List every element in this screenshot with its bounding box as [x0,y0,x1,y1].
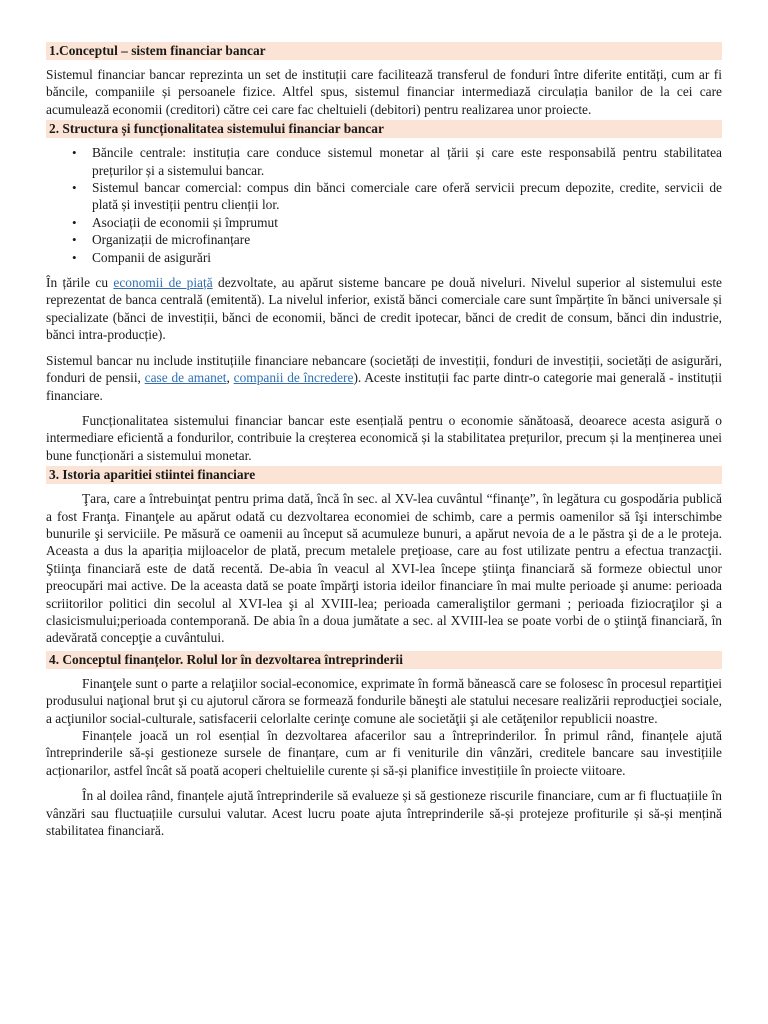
section-4-paragraph-risks: În al doilea rând, finanțele ajută întreprinderile să evalueze și să gestioneze riscurile financiare, cum ar fi fluctuațiile în vânzări sau fluctuațiile cursului valutar. Acest lucru poate ajuta întreprinderile să-și protejeze profiturile și să-și mențină stabilitatea financiară. [46,788,722,839]
section-2-paragraph-levels [46,274,722,344]
text-span: Sistemul bancar nu include instituțiile financiare nebancare (societăți de investiții, fonduri de investiții, societăți de asigurări, fonduri de pensii, [46,352,722,386]
bullet-item-insurance: • Companii de asigurări [92,249,722,266]
section-2-paragraph-functionality: Funcționalitatea sistemului financiar bancar este esențială pentru o economie sănătoasă, deoarece acesta asigură o intermediare eficientă a fondurilor, contribuie la creșterea economică și la stabilitatea prețurilor, precum și la menținerea unei bune funcționări a sistemului monetar. [46,412,722,463]
section-1-heading: 1.Conceptul – sistem financiar bancar [46,42,722,60]
text-span: dezvoltate, au apărut sisteme bancare pe două niveluri. Nivelul superior al sistemului este reprezentat de banca centrală (emitentă). La nivelul inferior, există bănci comerciale care sunt împărțite în bănci universale și specializate (bănci de investiții, bănci de economii, bănci de credit ipotecar, bănci de credit de consum, bănci din industrie, bănci intra-producție). [46,275,723,343]
structure-bullet-list [46,144,722,266]
text-span: În țările cu [46,275,114,291]
market-economies-link[interactable]: economii de piață [113,275,213,291]
text-span: , [226,370,234,386]
bullet-item-commercial-banking: • Sistemul bancar comercial: compus din bănci comerciale care oferă servicii precum depozite, credite, servicii de plată și investiții pentru clienții lor. [92,179,722,214]
section-3-heading: 3. Istoria aparitiei stiintei financiare [46,466,722,484]
section-3-paragraph: Ţara, care a întrebuinţat pentru prima dată, încă în sec. al XV-lea cuvântul “finanţe”, în legătura cu gospodăria publică a fost Franţa. Finanţele au apărut odată cu dezvoltarea economiei de schimb, care a permis oamenilor să îşi interschimbe bunurile şi serviciile. Pe măsură ce oamenii au început să acumuleze bunuri, a apărut nevoia de a le păstra şi de a le proteja. Aceasta a dus la apariția mijloacelor de plată, precum metalele preţioase, care au fost utilizate pentru a efectua tranzacţii. Ştiinţa financiară este de dată recentă. De-abia în veacul al XVI-lea începe ştiinţa financiară să formeze obiectul unor preocupări mai active. De la aceasta dată se poate împărţi istoria ideilor financiare în mai multe perioade şi anume: perioada scriitorilor politici din secolul al XVI-lea şi al XVIII-lea; perioada cameraliştilor germani ; perioada fiziocraţilor şi a clasicismului;perioada contemporană. De abia în a doua jumătate a sec. al XVIII-lea se poate vorbi de o ştiinţă financiară, în adevărată concepţie a cuvântului. [46,491,722,646]
section-4-paragraph-definition: Finanţele sunt o parte a relaţiilor social-economice, exprimate în formă bănească care se folosesc în procesul repartiţiei produsului naţional brut şi cu ajutorul cărora se formează fondurile băneşti ale statului necesare realizării reproducţiei sociale, a acţiunilor social-culturale, satisfacerii celorlalte cerinţe comune ale societăţii şi ale cetăţenilor republicii noastre. [46,675,722,726]
pawn-shops-link[interactable]: case de amanet [144,370,227,386]
section-2-paragraph-nonbank [46,352,722,404]
bullet-item-savings-associations: • Asociații de economii și împrumut [92,214,722,231]
bullet-item-microfinance: • Organizații de microfinanțare [92,231,722,248]
section-2-heading: 2. Structura și funcționalitatea sistemului financiar bancar [46,120,722,138]
bullet-item-central-banks: • Băncile centrale: instituția care conduce sistemul monetar al țării și care este responsabilă pentru stabilitatea prețurilor și a sistemului bancar. [92,144,722,179]
trust-companies-link[interactable]: companii de încredere [233,370,354,386]
section-1-paragraph: Sistemul financiar bancar reprezinta un set de instituții care facilitează transferul de fonduri între diferite entități, cum ar fi băncile, companiile și persoanele fizice. Altfel spus, sistemul financiar intermediază circulația banilor de la cei care acumulează economii (creditori) către cei care fac cheltuieli (debitori) pentru realizarea unor proiecte. [46,67,722,117]
section-4-heading: 4. Conceptul finanțelor. Rolul lor în dezvoltarea întreprinderii [46,651,722,669]
text-span: ). Aceste instituții fac parte dintr-o categorie mai generală - instituții financiare. [46,370,723,403]
section-4-paragraph-role: Finanțele joacă un rol esențial în dezvoltarea afacerilor sau a întreprinderilor. În primul rând, finanțele ajută întreprinderile să-și gestioneze sursele de finanțare, cum ar fi veniturile din vânzări, creditele bancare sau investițiile acționarilor, astfel încât să poată acoperi cheltuielile curente și să-și planifice investițiile în proiecte viitoare. [46,728,722,778]
